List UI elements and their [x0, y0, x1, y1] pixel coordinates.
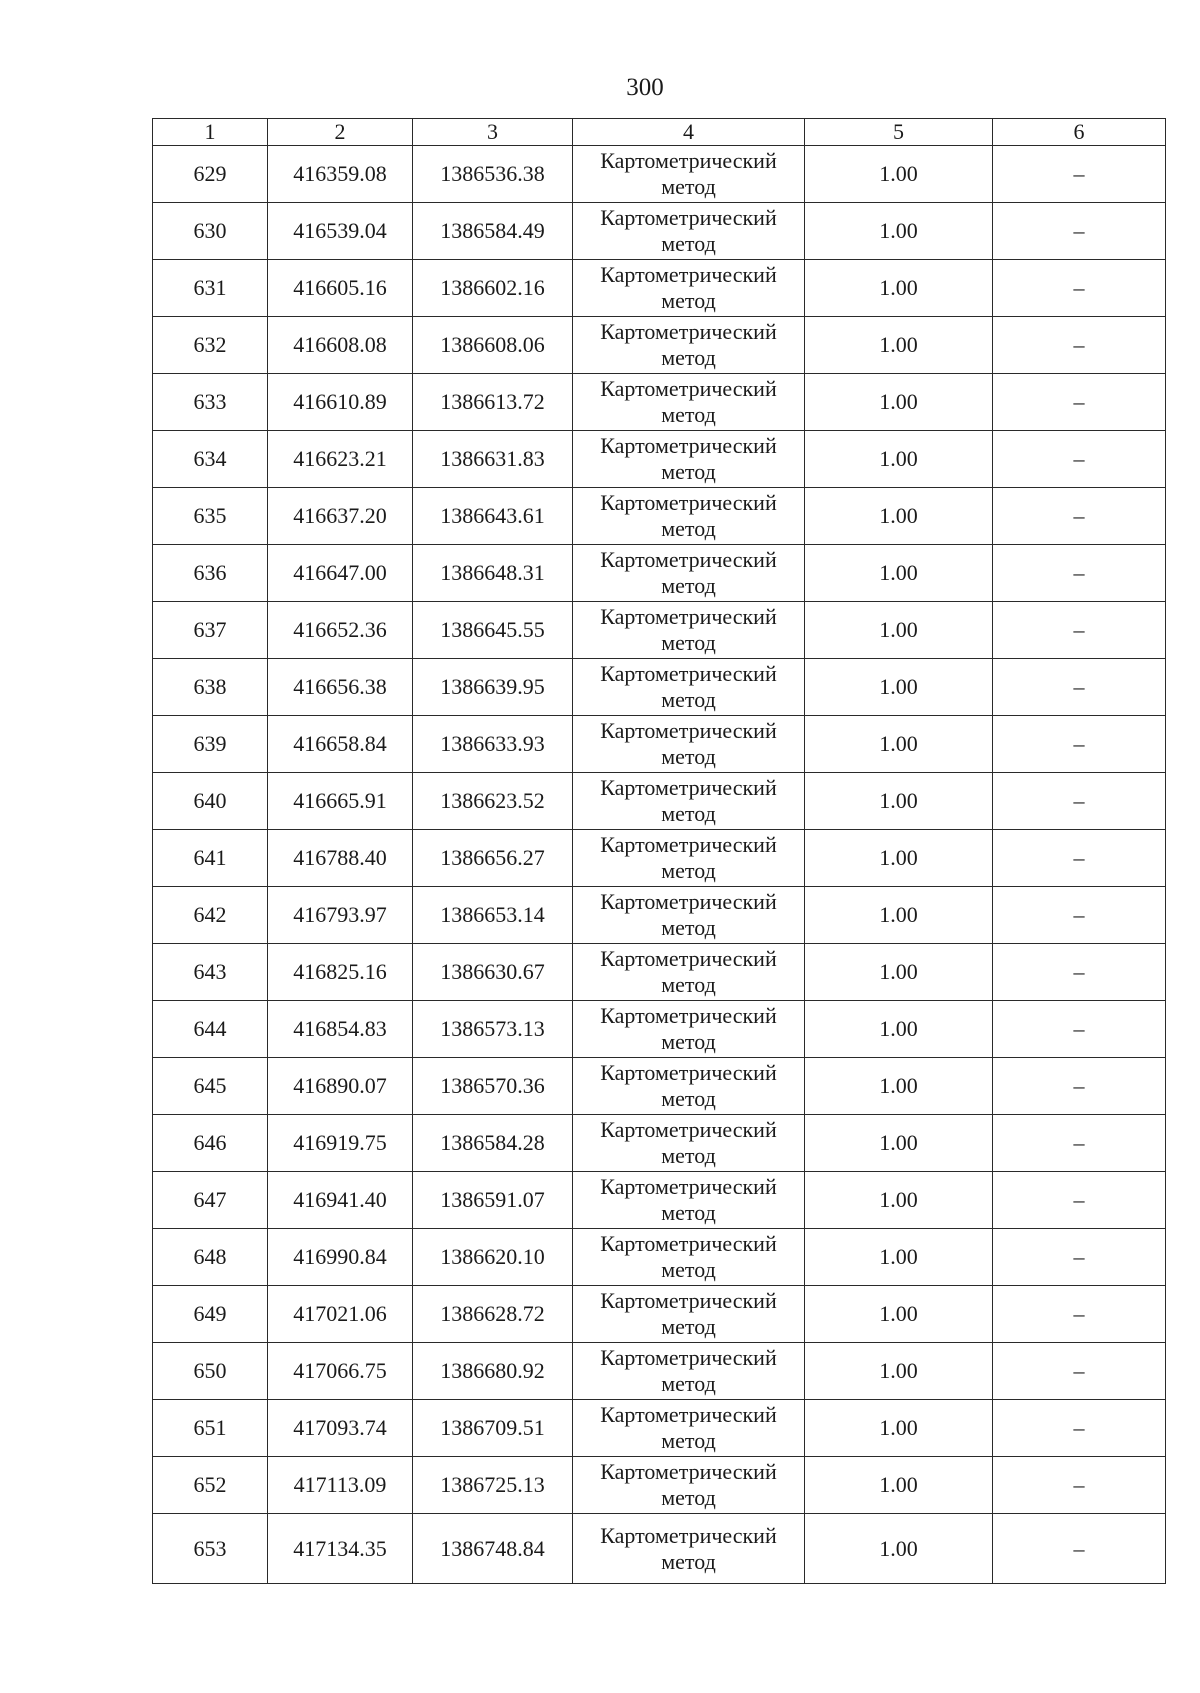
y-coordinate-cell: 1386620.10	[413, 1229, 573, 1286]
method-line-1: Картометрический	[600, 889, 777, 914]
method-cell	[573, 1286, 805, 1343]
point-number-cell: 649	[153, 1286, 268, 1343]
y-coordinate-cell: 1386613.72	[413, 374, 573, 431]
method-line-2: метод	[661, 1314, 716, 1339]
method-line-2: метод	[661, 972, 716, 997]
note-cell: –	[993, 1286, 1166, 1343]
y-coordinate-cell: 1386584.28	[413, 1115, 573, 1172]
accuracy-cell: 1.00	[805, 1229, 993, 1286]
method-cell	[573, 1457, 805, 1514]
accuracy-cell: 1.00	[805, 1001, 993, 1058]
method-cell	[573, 1115, 805, 1172]
x-coordinate-cell: 416637.20	[268, 488, 413, 545]
note-cell: –	[993, 887, 1166, 944]
point-number-cell: 634	[153, 431, 268, 488]
note-cell: –	[993, 1172, 1166, 1229]
table-row	[153, 1115, 1166, 1172]
header-row	[153, 119, 1166, 146]
note-cell: –	[993, 260, 1166, 317]
point-number-cell: 651	[153, 1400, 268, 1457]
method-cell	[573, 1514, 805, 1584]
method-cell	[573, 374, 805, 431]
y-coordinate-cell: 1386653.14	[413, 887, 573, 944]
note-cell: –	[993, 431, 1166, 488]
x-coordinate-cell: 417021.06	[268, 1286, 413, 1343]
method-cell	[573, 317, 805, 374]
method-line-1: Картометрический	[600, 547, 777, 572]
method-line-2: метод	[661, 687, 716, 712]
method-cell	[573, 773, 805, 830]
point-number-cell: 644	[153, 1001, 268, 1058]
table-row	[153, 1058, 1166, 1115]
y-coordinate-cell: 1386623.52	[413, 773, 573, 830]
method-line-2: метод	[661, 174, 716, 199]
x-coordinate-cell: 416610.89	[268, 374, 413, 431]
table-row	[153, 260, 1166, 317]
accuracy-cell: 1.00	[805, 203, 993, 260]
point-number-cell: 630	[153, 203, 268, 260]
x-coordinate-cell: 416665.91	[268, 773, 413, 830]
header-cell-5: 5	[805, 119, 993, 146]
table-row	[153, 1001, 1166, 1058]
y-coordinate-cell: 1386633.93	[413, 716, 573, 773]
method-line-1: Картометрический	[600, 661, 777, 686]
x-coordinate-cell: 417113.09	[268, 1457, 413, 1514]
point-number-cell: 640	[153, 773, 268, 830]
method-line-2: метод	[661, 1371, 716, 1396]
page-number: 300	[626, 74, 664, 101]
note-cell: –	[993, 1400, 1166, 1457]
point-number-cell: 639	[153, 716, 268, 773]
accuracy-cell: 1.00	[805, 488, 993, 545]
method-cell	[573, 260, 805, 317]
point-number-cell: 652	[153, 1457, 268, 1514]
note-cell: –	[993, 488, 1166, 545]
y-coordinate-cell: 1386584.49	[413, 203, 573, 260]
accuracy-cell: 1.00	[805, 1172, 993, 1229]
note-cell: –	[993, 1229, 1166, 1286]
method-line-1: Картометрический	[600, 376, 777, 401]
y-coordinate-cell: 1386709.51	[413, 1400, 573, 1457]
accuracy-cell: 1.00	[805, 374, 993, 431]
point-number-cell: 635	[153, 488, 268, 545]
note-cell: –	[993, 773, 1166, 830]
method-line-1: Картометрический	[600, 832, 777, 857]
method-line-2: метод	[661, 1086, 716, 1111]
table-row	[153, 773, 1166, 830]
method-cell	[573, 431, 805, 488]
method-cell	[573, 1001, 805, 1058]
point-number-cell: 653	[153, 1514, 268, 1584]
accuracy-cell: 1.00	[805, 1514, 993, 1584]
accuracy-cell: 1.00	[805, 1343, 993, 1400]
y-coordinate-cell: 1386680.92	[413, 1343, 573, 1400]
method-line-1: Картометрический	[600, 1522, 777, 1548]
method-line-1: Картометрический	[600, 490, 777, 515]
table-row	[153, 602, 1166, 659]
point-number-cell: 646	[153, 1115, 268, 1172]
method-line-2: метод	[661, 858, 716, 883]
method-line-1: Картометрический	[600, 1402, 777, 1427]
method-line-2: метод	[661, 516, 716, 541]
y-coordinate-cell: 1386608.06	[413, 317, 573, 374]
point-number-cell: 650	[153, 1343, 268, 1400]
note-cell: –	[993, 830, 1166, 887]
accuracy-cell: 1.00	[805, 773, 993, 830]
table-row	[153, 716, 1166, 773]
note-cell: –	[993, 374, 1166, 431]
method-line-2: метод	[661, 288, 716, 313]
table-row	[153, 1286, 1166, 1343]
method-line-2: метод	[661, 231, 716, 256]
y-coordinate-cell: 1386536.38	[413, 146, 573, 203]
y-coordinate-cell: 1386631.83	[413, 431, 573, 488]
x-coordinate-cell: 416658.84	[268, 716, 413, 773]
method-line-2: метод	[661, 1143, 716, 1168]
table-row	[153, 431, 1166, 488]
table-row	[153, 1229, 1166, 1286]
table-row	[153, 146, 1166, 203]
accuracy-cell: 1.00	[805, 431, 993, 488]
accuracy-cell: 1.00	[805, 146, 993, 203]
note-cell: –	[993, 203, 1166, 260]
y-coordinate-cell: 1386630.67	[413, 944, 573, 1001]
x-coordinate-cell: 416605.16	[268, 260, 413, 317]
note-cell: –	[993, 602, 1166, 659]
header-cell-2: 2	[268, 119, 413, 146]
y-coordinate-cell: 1386573.13	[413, 1001, 573, 1058]
method-line-1: Картометрический	[600, 1288, 777, 1313]
note-cell: –	[993, 1001, 1166, 1058]
table-body	[153, 146, 1166, 1584]
method-line-1: Картометрический	[600, 262, 777, 287]
table-row	[153, 1457, 1166, 1514]
method-line-1: Картометрический	[600, 1003, 777, 1028]
x-coordinate-cell: 416788.40	[268, 830, 413, 887]
table-row	[153, 944, 1166, 1001]
method-line-2: метод	[661, 345, 716, 370]
table-row	[153, 203, 1166, 260]
method-cell	[573, 716, 805, 773]
method-line-2: метод	[661, 1548, 716, 1574]
method-cell	[573, 146, 805, 203]
table-row	[153, 887, 1166, 944]
accuracy-cell: 1.00	[805, 317, 993, 374]
note-cell: –	[993, 1457, 1166, 1514]
y-coordinate-cell: 1386628.72	[413, 1286, 573, 1343]
accuracy-cell: 1.00	[805, 1400, 993, 1457]
y-coordinate-cell: 1386725.13	[413, 1457, 573, 1514]
table-row	[153, 830, 1166, 887]
table-row	[153, 1343, 1166, 1400]
point-number-cell: 632	[153, 317, 268, 374]
note-cell: –	[993, 659, 1166, 716]
method-cell	[573, 659, 805, 716]
x-coordinate-cell: 416990.84	[268, 1229, 413, 1286]
note-cell: –	[993, 317, 1166, 374]
method-line-1: Картометрический	[600, 1459, 777, 1484]
y-coordinate-cell: 1386643.61	[413, 488, 573, 545]
table-row	[153, 1514, 1166, 1584]
header-cell-3: 3	[413, 119, 573, 146]
method-line-2: метод	[661, 915, 716, 940]
point-number-cell: 641	[153, 830, 268, 887]
note-cell: –	[993, 1058, 1166, 1115]
table-row	[153, 488, 1166, 545]
method-line-2: метод	[661, 801, 716, 826]
point-number-cell: 638	[153, 659, 268, 716]
y-coordinate-cell: 1386648.31	[413, 545, 573, 602]
method-cell	[573, 944, 805, 1001]
x-coordinate-cell: 416623.21	[268, 431, 413, 488]
method-line-1: Картометрический	[600, 148, 777, 173]
method-line-1: Картометрический	[600, 604, 777, 629]
method-cell	[573, 203, 805, 260]
method-line-1: Картометрический	[600, 433, 777, 458]
method-line-2: метод	[661, 1200, 716, 1225]
method-cell	[573, 1172, 805, 1229]
table-row	[153, 374, 1166, 431]
accuracy-cell: 1.00	[805, 602, 993, 659]
y-coordinate-cell: 1386645.55	[413, 602, 573, 659]
point-number-cell: 643	[153, 944, 268, 1001]
method-line-1: Картометрический	[600, 1117, 777, 1142]
method-cell	[573, 1400, 805, 1457]
method-line-2: метод	[661, 630, 716, 655]
y-coordinate-cell: 1386570.36	[413, 1058, 573, 1115]
accuracy-cell: 1.00	[805, 716, 993, 773]
x-coordinate-cell: 417066.75	[268, 1343, 413, 1400]
accuracy-cell: 1.00	[805, 1115, 993, 1172]
accuracy-cell: 1.00	[805, 887, 993, 944]
point-number-cell: 647	[153, 1172, 268, 1229]
method-line-1: Картометрический	[600, 1060, 777, 1085]
point-number-cell: 645	[153, 1058, 268, 1115]
table-row	[153, 317, 1166, 374]
x-coordinate-cell: 416647.00	[268, 545, 413, 602]
header-cell-4: 4	[573, 119, 805, 146]
x-coordinate-cell: 416854.83	[268, 1001, 413, 1058]
y-coordinate-cell: 1386602.16	[413, 260, 573, 317]
y-coordinate-cell: 1386748.84	[413, 1514, 573, 1584]
method-line-1: Картометрический	[600, 718, 777, 743]
point-number-cell: 648	[153, 1229, 268, 1286]
table-header	[153, 119, 1166, 146]
x-coordinate-cell: 416608.08	[268, 317, 413, 374]
y-coordinate-cell: 1386656.27	[413, 830, 573, 887]
x-coordinate-cell: 417134.35	[268, 1514, 413, 1584]
x-coordinate-cell: 416793.97	[268, 887, 413, 944]
point-number-cell: 631	[153, 260, 268, 317]
point-number-cell: 637	[153, 602, 268, 659]
method-line-1: Картометрический	[600, 946, 777, 971]
method-cell	[573, 545, 805, 602]
y-coordinate-cell: 1386591.07	[413, 1172, 573, 1229]
method-cell	[573, 602, 805, 659]
method-line-2: метод	[661, 1428, 716, 1453]
method-line-1: Картометрический	[600, 319, 777, 344]
point-number-cell: 633	[153, 374, 268, 431]
method-cell	[573, 1229, 805, 1286]
method-line-2: метод	[661, 402, 716, 427]
method-cell	[573, 830, 805, 887]
note-cell: –	[993, 1343, 1166, 1400]
method-line-1: Картометрический	[600, 1231, 777, 1256]
method-line-1: Картометрический	[600, 775, 777, 800]
method-cell	[573, 887, 805, 944]
accuracy-cell: 1.00	[805, 830, 993, 887]
header-cell-6: 6	[993, 119, 1166, 146]
accuracy-cell: 1.00	[805, 1457, 993, 1514]
note-cell: –	[993, 146, 1166, 203]
x-coordinate-cell: 416919.75	[268, 1115, 413, 1172]
coordinates-table	[152, 118, 1166, 1584]
accuracy-cell: 1.00	[805, 1058, 993, 1115]
method-line-2: метод	[661, 1029, 716, 1054]
point-number-cell: 636	[153, 545, 268, 602]
x-coordinate-cell: 416359.08	[268, 146, 413, 203]
x-coordinate-cell: 417093.74	[268, 1400, 413, 1457]
accuracy-cell: 1.00	[805, 944, 993, 1001]
method-line-2: метод	[661, 573, 716, 598]
method-line-2: метод	[661, 459, 716, 484]
method-line-1: Картометрический	[600, 1345, 777, 1370]
method-line-2: метод	[661, 1485, 716, 1510]
method-cell	[573, 488, 805, 545]
table-row	[153, 1400, 1166, 1457]
table-row	[153, 545, 1166, 602]
point-number-cell: 629	[153, 146, 268, 203]
note-cell: –	[993, 716, 1166, 773]
accuracy-cell: 1.00	[805, 1286, 993, 1343]
accuracy-cell: 1.00	[805, 260, 993, 317]
x-coordinate-cell: 416825.16	[268, 944, 413, 1001]
table-row	[153, 659, 1166, 716]
x-coordinate-cell: 416941.40	[268, 1172, 413, 1229]
header-cell-1: 1	[153, 119, 268, 146]
method-cell	[573, 1058, 805, 1115]
method-line-1: Картометрический	[600, 1174, 777, 1199]
x-coordinate-cell: 416539.04	[268, 203, 413, 260]
y-coordinate-cell: 1386639.95	[413, 659, 573, 716]
x-coordinate-cell: 416656.38	[268, 659, 413, 716]
x-coordinate-cell: 416652.36	[268, 602, 413, 659]
note-cell: –	[993, 1514, 1166, 1584]
x-coordinate-cell: 416890.07	[268, 1058, 413, 1115]
accuracy-cell: 1.00	[805, 659, 993, 716]
point-number-cell: 642	[153, 887, 268, 944]
accuracy-cell: 1.00	[805, 545, 993, 602]
method-cell	[573, 1343, 805, 1400]
note-cell: –	[993, 545, 1166, 602]
note-cell: –	[993, 1115, 1166, 1172]
method-line-1: Картометрический	[600, 205, 777, 230]
method-line-2: метод	[661, 744, 716, 769]
table-row	[153, 1172, 1166, 1229]
note-cell: –	[993, 944, 1166, 1001]
method-line-2: метод	[661, 1257, 716, 1282]
